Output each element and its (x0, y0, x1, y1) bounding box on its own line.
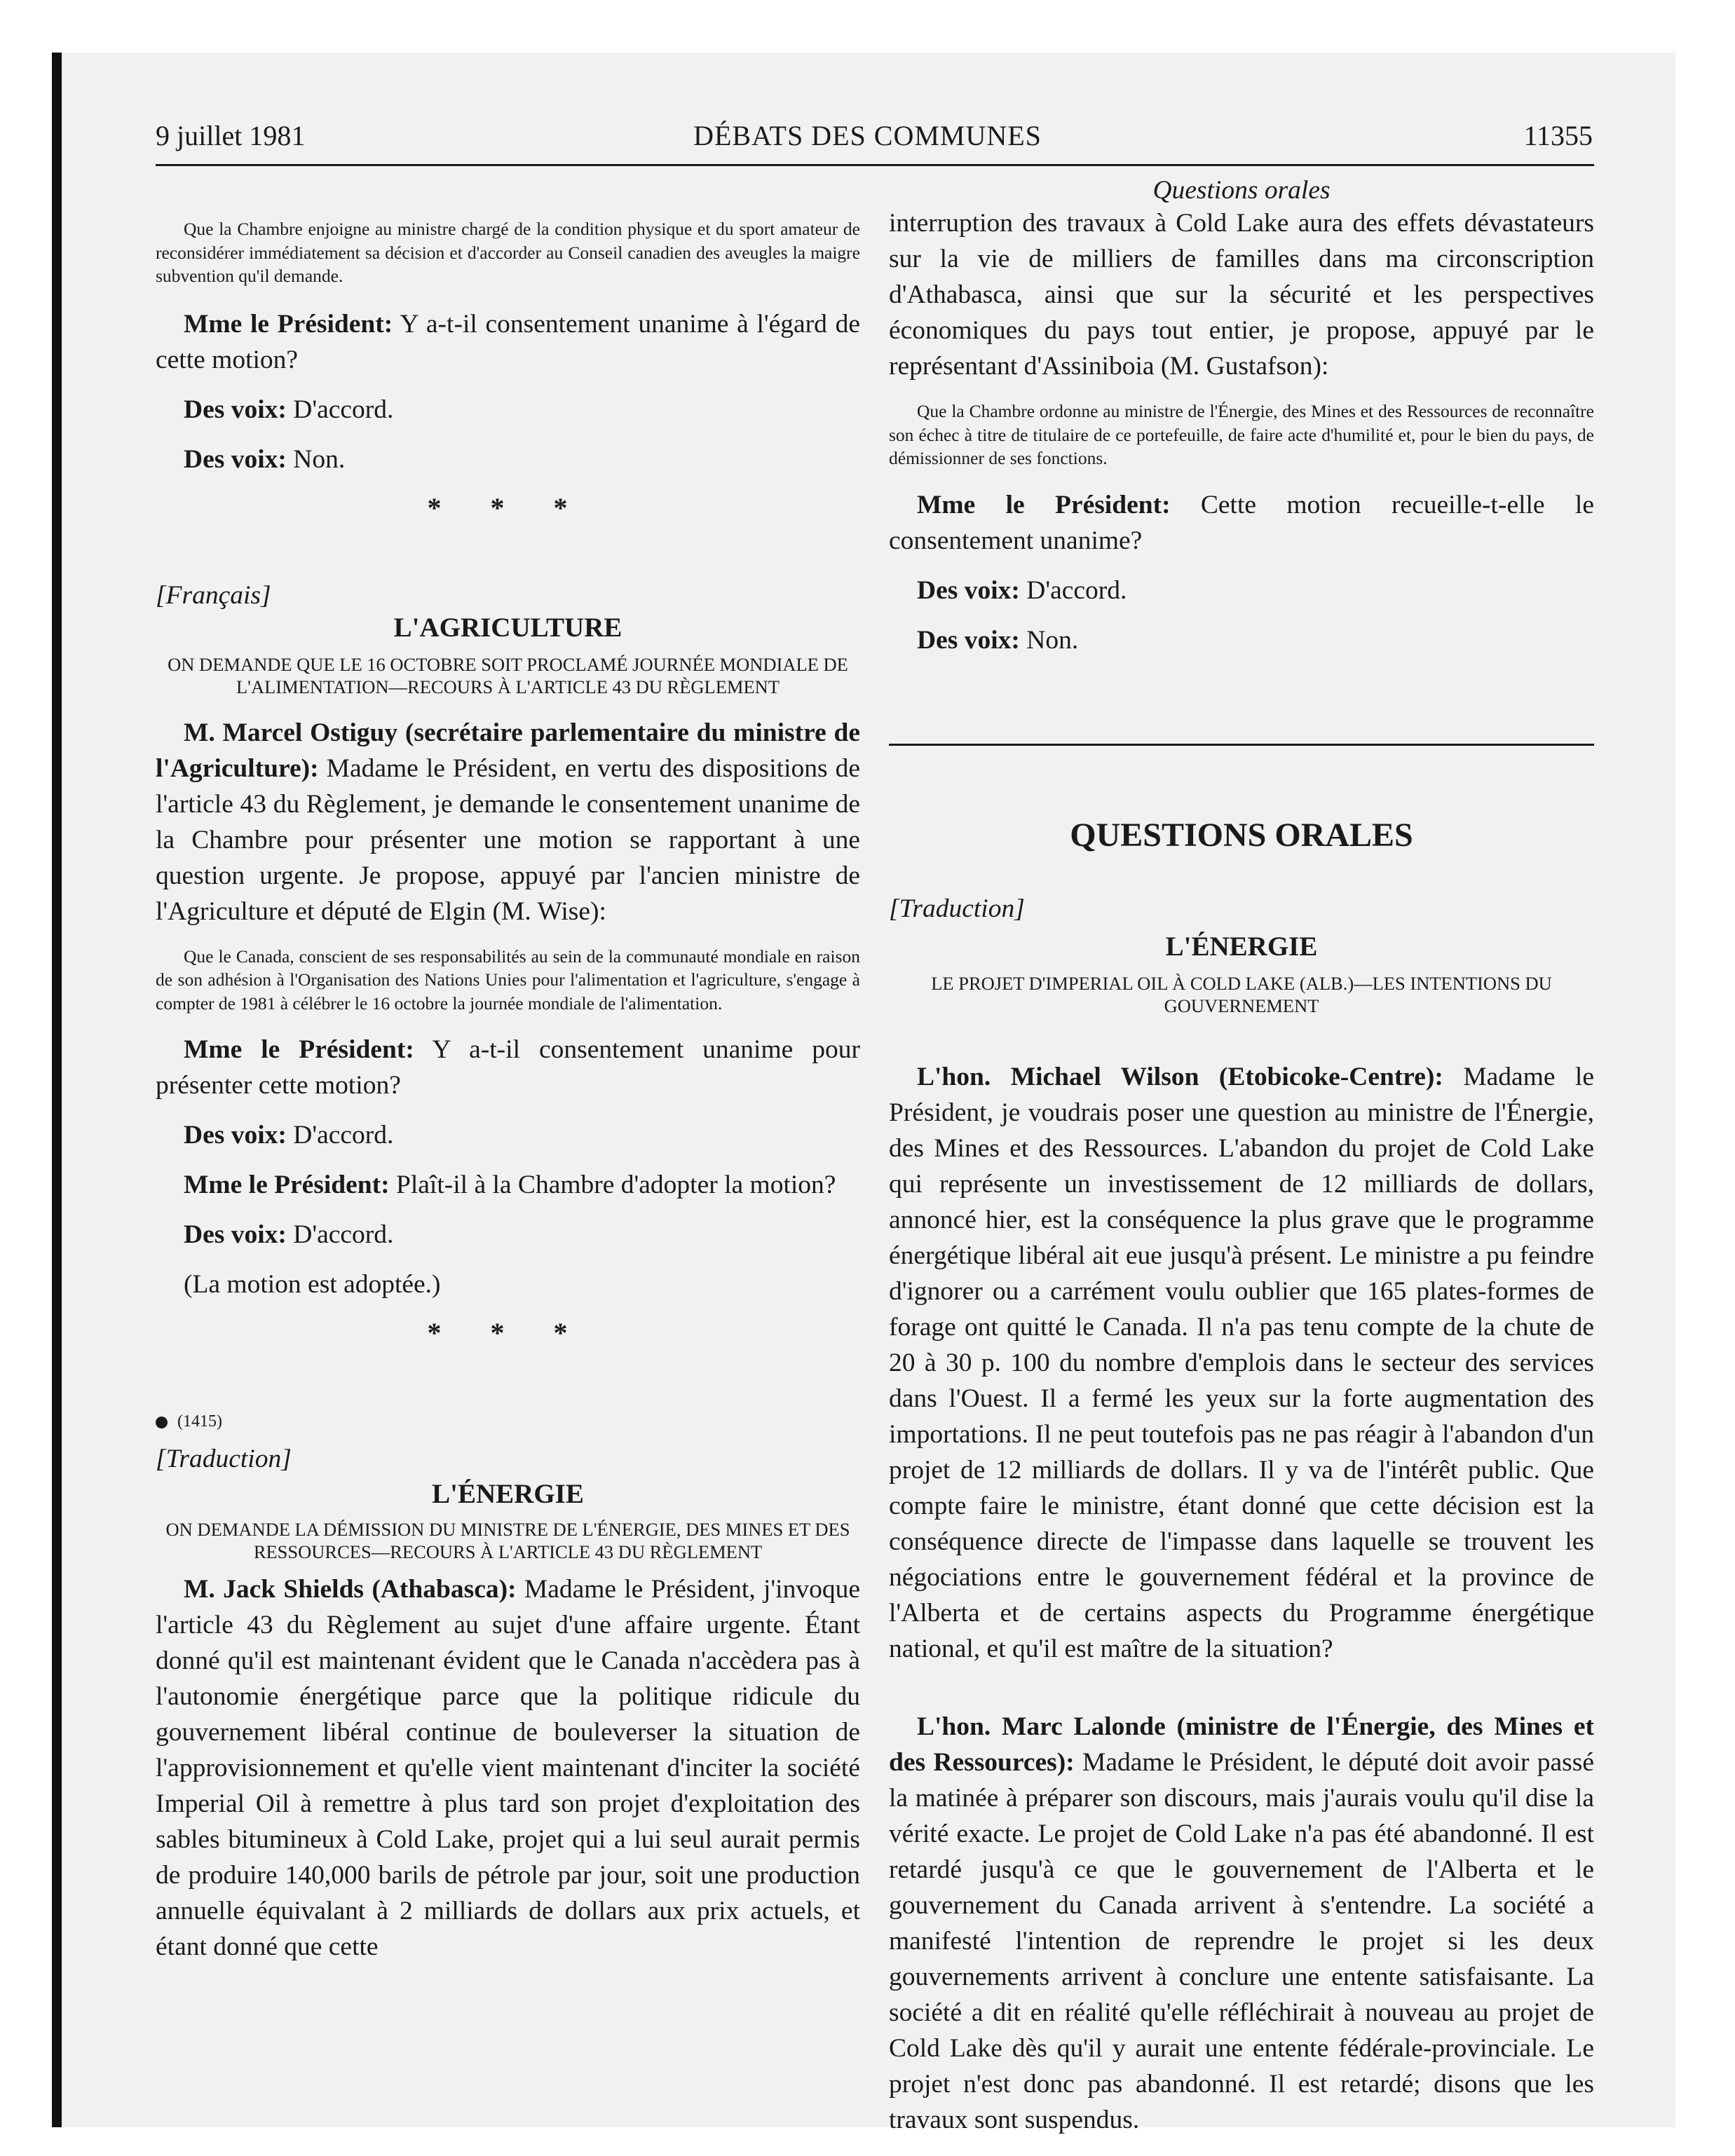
speech-text: Y a-t-il consentement unanime pour présenter cette motion? (156, 1035, 860, 1100)
speech-text: D'accord. (286, 1121, 394, 1149)
time-marker (156, 1412, 860, 1431)
speech (889, 487, 1594, 559)
speaker: Mme le Président: (917, 490, 1171, 519)
speaker: M. Jack Shields (Athabasca): (184, 1575, 517, 1604)
speech (889, 1709, 1594, 2138)
speaker: Mme le Président: (184, 309, 393, 339)
bullet-icon (156, 1417, 168, 1428)
section-main-title: QUESTIONS ORALES (1070, 816, 1413, 854)
speech (156, 1167, 860, 1203)
section-separator: * * * (427, 1317, 589, 1349)
speaker: L'hon. Marc Lalonde (ministre de l'Énergie, des Mines et des Ressources): (889, 1712, 1594, 1777)
language-note: [Traduction] (889, 894, 1025, 923)
continuation-text: interruption des travaux à Cold Lake aura des effets dévastateurs sur la vie de milliers de familles dans ma circonscription d'Athabasca, ainsi que sur la sécurité et les perspectives économiques du pays tout entier, je propose, appuyé par le représentant d'Assiniboia (M. Gustafson): (889, 209, 1594, 381)
speech (156, 392, 860, 428)
speaker: Des voix: (184, 444, 287, 474)
motion-text: Que le Canada, conscient de ses responsabilités au sein de la communauté mondiale en raison de son adhésion à l'Organisation des Nations Unies pour l'alimentation et l'agriculture, s'engage à compter de 1981 à célébrer le 16 octobre la journée mondiale de l'alimentation. (156, 946, 860, 1014)
language-note: [Traduction] (156, 1445, 292, 1473)
speech-text: Non. (1019, 625, 1079, 655)
speech (156, 1571, 860, 1965)
motion-text: Que la Chambre enjoigne au ministre chargé de la condition physique et du sport amateur de reconsidérer immédiatement sa décision et d'accorder au Conseil canadien des aveugles la maigre subvention qu'il demande. (156, 219, 860, 286)
motion-text: Que la Chambre ordonne au ministre de l'Énergie, des Mines et des Ressources de reconnaître son échec à titre de titulaire de ce portefeuille, de faire acte d'humilité et, pour le bien du pays, de démissionner de ses fonctions. (889, 401, 1594, 468)
speech-text: D'accord. (1019, 575, 1127, 605)
speaker: L'hon. Michael Wilson (Etobicoke-Centre): (917, 1062, 1443, 1091)
section-subheading: LE PROJET D'IMPERIAL OIL À COLD LAKE (ALB.)—LES INTENTIONS DU GOUVERNEMENT (931, 972, 1552, 1016)
section-title: L'ÉNERGIE (1165, 931, 1318, 962)
speech-text: Cette motion recueille-t-elle le consentement unanime? (889, 490, 1594, 555)
speech (156, 442, 860, 477)
speaker: Des voix: (917, 625, 1020, 655)
section-rule (889, 744, 1594, 746)
header-page-number: 11355 (1523, 120, 1593, 151)
header-date: 9 juillet 1981 (156, 120, 306, 151)
speech-text: Madame le Président, j'invoque l'article 43 du Règlement au sujet d'une affaire urgente. Étant donné qu'il est maintenant évident que le Canada n'accèdera pas à l'autonomie énergétique parce que la politique ridicule du gouvernement libéral continue de bouleverser la situation de l'approvisionnement et qu'elle vient maintenant d'inciter la société Imperial Oil à remettre à plus tard son projet d'exploitation des sables bitumineux à Cold Lake, projet qui a lui seul aurait permis de produire 140,000 barils de pétrole par jour, soit une production annuelle équivalant à 2 milliards de dollars aux prix actuels, et étant donné que cette (156, 1575, 860, 1961)
speech (889, 622, 1594, 658)
section-title: L'AGRICULTURE (393, 612, 622, 643)
speech-text: D'accord. (286, 395, 394, 424)
speaker: M. Marcel Ostiguy (secrétaire parlementaire du ministre de l'Agriculture): (156, 718, 860, 783)
time-marker-text: (1415) (177, 1412, 222, 1431)
binding-edge (52, 53, 62, 2127)
speaker: Des voix: (184, 1121, 287, 1149)
speech-text: Madame le Président, le député doit avoir passé la matinée à préparer son discours, mais j'aurais voulu qu'il dise la vérité exacte. Le projet de Cold Lake n'a pas été abandonné. Il est retardé jusqu'à ce que le gouvernement de l'Alberta et le gouvernement du Canada arrivent à s'entendre. La société a manifesté l'intention de reprendre le projet si les deux gouvernements arrivent à conclure une entente satisfaisante. La société a dit en réalité qu'elle réfléchirait à nouveau au projet de Cold Lake dès qu'il y aurait une entente fédérale-provinciale. Le projet n'est donc pas abandonné. Il est retardé; disons que les travaux sont suspendus. (889, 1747, 1594, 2134)
speech-text: Madame le Président, en vertu des dispositions de l'article 43 du Règlement, je demande le consentement unanime de la Chambre pour présenter une motion se rapportant à une question urgente. Je propose, appuyé par l'ancien ministre de l'Agriculture et député de Elgin (M. Wise): (156, 753, 860, 926)
speech (156, 1117, 860, 1153)
speech-text: Madame le Président, je voudrais poser une question au ministre de l'Énergie, des Mines et des Ressources. L'abandon du projet de Cold Lake qui représente un investissement de 12 milliards de dollars, annoncé hier, est la conséquence la plus grave que le programme énergétique libéral ait eue jusqu'à présent. Le ministre a pu feindre d'ignorer ou a carrément voulu oublier que 165 plates-formes de forage ont quitté le Canada. Il n'a pas tenu compte de la chute de 20 à 30 p. 100 du nombre d'emplois dans le secteur des services dans l'Ouest. Il a fermé les yeux sur la forte augmentation des importations. Il ne peut toutefois pas ne pas réagir à l'abandon d'un projet de 12 milliards de dollars. Il y va de l'intérêt public. Que compte faire le ministre, étant donné que cette décision est la conséquence directe de l'impasse dans laquelle se trouvent les négociations entre le gouvernement fédéral et la province de l'Alberta et de certains aspects du Programme énergétique national, et qu'il est maître de la situation? (889, 1062, 1594, 1663)
speaker: Des voix: (184, 395, 287, 424)
speech (156, 715, 860, 929)
speaker: Mme le Président: (184, 1035, 414, 1064)
right-column (889, 168, 1594, 2153)
speech-text: Non. (286, 444, 346, 474)
section-subheading: ON DEMANDE LA DÉMISSION DU MINISTRE DE L'ÉNERGIE, DES MINES ET DES RESSOURCES—RECOURS À L'ARTICLE 43 DU RÈGLEMENT (165, 1519, 850, 1562)
header-title: DÉBATS DES COMMUNES (693, 120, 1042, 151)
speaker: Des voix: (184, 1220, 287, 1249)
speech (156, 306, 860, 378)
motion-adopted: (La motion est adoptée.) (184, 1270, 441, 1299)
speech (156, 1217, 860, 1253)
section-subheading: ON DEMANDE QUE LE 16 OCTOBRE SOIT PROCLAMÉ JOURNÉE MONDIALE DE L'ALIMENTATION—RECOURS À L'ARTICLE 43 DU RÈGLEMENT (168, 653, 848, 697)
language-note: [Français] (156, 580, 271, 610)
speaker: Mme le Président: (184, 1171, 390, 1199)
speaker: Des voix: (917, 575, 1020, 605)
section-separator: * * * (427, 491, 589, 524)
speech-text: Y a-t-il consentement unanime à l'égard de cette motion? (156, 309, 860, 374)
speech-text: D'accord. (286, 1220, 394, 1249)
running-head: Questions orales (1152, 176, 1331, 205)
speech (156, 1032, 860, 1103)
section-title: L'ÉNERGIE (432, 1479, 584, 1509)
speech (889, 1059, 1594, 1667)
speech-text: Plaît-il à la Chambre d'adopter la motion? (389, 1171, 836, 1199)
header-rule (156, 164, 1594, 166)
speech (889, 573, 1594, 608)
left-column (156, 168, 860, 1980)
